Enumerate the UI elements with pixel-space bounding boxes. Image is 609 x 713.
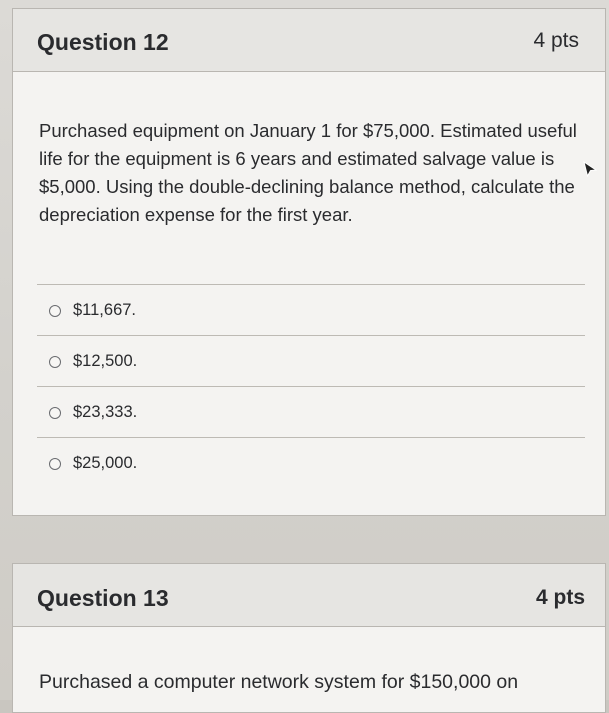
question-header <box>13 564 605 627</box>
mouse-pointer-icon <box>583 161 597 177</box>
question-title: Question 12 <box>37 29 169 55</box>
radio-button-icon[interactable] <box>49 458 61 470</box>
answer-option[interactable] <box>37 284 585 335</box>
radio-button-icon[interactable] <box>49 305 61 317</box>
question-header <box>13 9 605 72</box>
answer-option[interactable] <box>37 437 585 488</box>
question-points: 4 pts <box>535 586 585 609</box>
question-text: Purchased equipment on January 1 for $75,000. Estimated useful life for the equipment is 6 years and estimated salvage value is $5,000. Using the double-declining balance method, calculate the depreciation expense for the first year. <box>39 120 577 225</box>
answer-label: $23,333. <box>73 403 138 421</box>
answer-label: $25,000. <box>73 454 138 472</box>
radio-button-icon[interactable] <box>49 356 61 368</box>
answer-options <box>37 284 585 488</box>
question-card-12 <box>12 8 606 516</box>
answer-label: $11,667. <box>73 301 137 319</box>
question-points: 4 pts <box>533 29 579 52</box>
answer-option[interactable] <box>37 386 585 437</box>
answer-option[interactable] <box>37 335 585 386</box>
answer-label: $12,500. <box>73 352 138 370</box>
radio-button-icon[interactable] <box>49 407 61 419</box>
question-card-13 <box>12 563 606 713</box>
question-text: Purchased a computer network system for $150,000 on <box>39 671 519 693</box>
question-title: Question 13 <box>37 585 169 611</box>
